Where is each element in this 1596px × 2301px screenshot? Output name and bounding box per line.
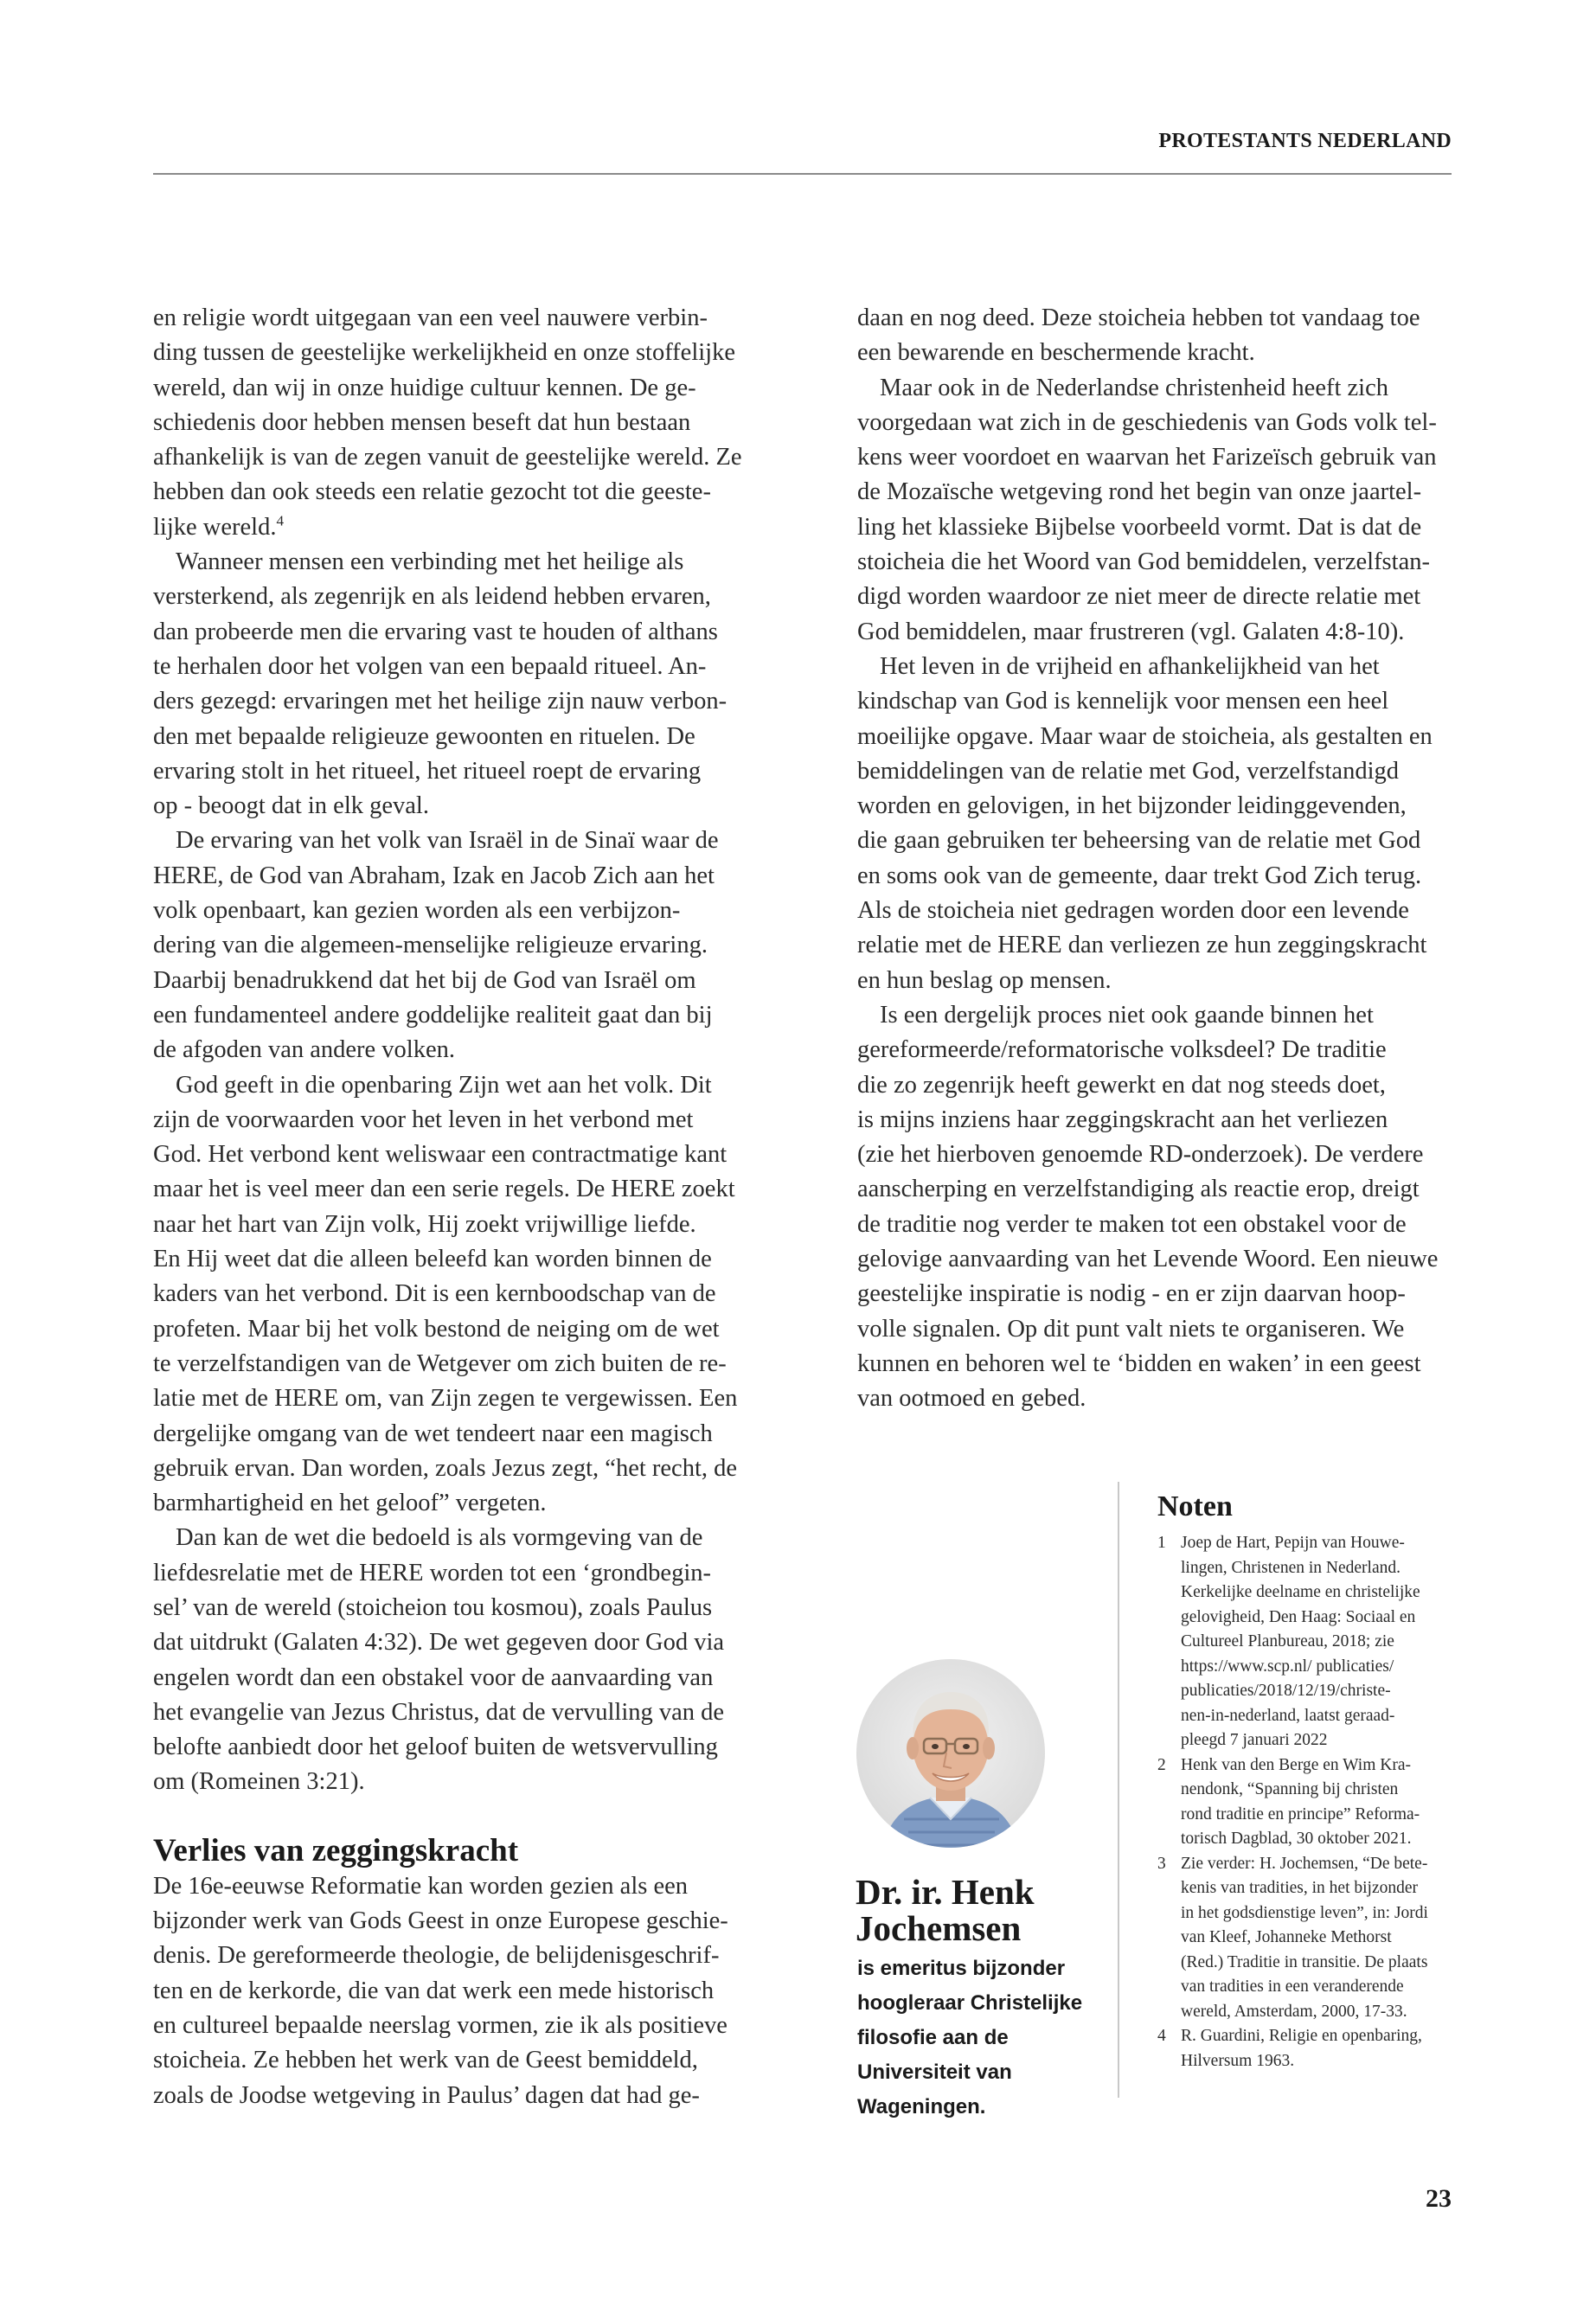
body-paragraph: Dan kan de wet die bedoeld is als vormgeving van de liefdesrelatie met de HERE worden tot een ‘grondbegin- sel’ van de wereld (stoicheion tou kosmou), zoals Paulus dat uitdrukt (Galaten 4:32). De wet gegeven door God via engelen wordt dan een obstakel voor de aanvaarding van het evangelie van Jezus Christus, dat de vervulling van de belofte aanbiedt door het geloof buiten de wetsvervulling om (Romeinen 3:21).: [153, 1524, 725, 1796]
notes-divider: [1118, 1482, 1119, 2098]
note-number: 1: [1157, 1534, 1166, 1552]
body-paragraph: daan en nog deed. Deze stoicheia hebben tot vandaag toe een bewarende en beschermende kracht.: [857, 304, 1420, 367]
body-paragraph: Wanneer mensen een verbinding met het heilige als versterkend, als zegenrijk en als leidend hebben ervaren, dan probeerde men die ervaring vast te houden of althans te herhalen door het volgen van een bepaald ritueel. An- ders gezegd: ervaringen met het heilige zijn nauw verbon- den met bepaalde religieuze gewoonten en rituelen. De ervaring stolt in het ritueel, het ritueel roept de ervaring op - beoogt dat in elk geval.: [153, 548, 727, 820]
note-item: [1157, 2024, 1452, 2073]
note-text: Joep de Hart, Pepijn van Houwe- lingen, Christenen in Nederland. Kerkelijke deelname en christelijke gelovigheid, Den Haag: Sociaal en Cultureel Planbureau, 2018; zie https://www.scp.nl/ publicaties/ publicaties/2018/12/19/christe- nen-in-nederland, laatst geraad- pleegd 7 januari 2022: [1181, 1534, 1420, 1749]
note-text: Henk van den Berge en Wim Kra- nendonk, “Spanning bij christen rond traditie en principe” Reforma- torisch Dagblad, 30 oktober 2021.: [1181, 1755, 1420, 1848]
note-item: [1157, 1753, 1452, 1852]
note-number: 2: [1157, 1755, 1166, 1774]
body-paragraph: en religie wordt uitgegaan van een veel nauwere verbin- ding tussen de geestelijke werkelijkheid en onze stoffelijke wereld, dan wij in onze huidige cultuur kennen. De ge- schiedenis door hebben mensen beseft dat hun bestaan afhankelijk is van de zegen vanuit de geestelijke wereld. Ze hebben dan ook steeds een relatie gezocht tot die geeste- lijke wereld.$^4$: [153, 304, 742, 541]
note-text: R. Guardini, Religie en openbaring, Hilversum 1963.: [1181, 2027, 1422, 2070]
body-paragraph: De ervaring van het volk van Israël in de Sinaï waar de HERE, de God van Abraham, Izak en Jacob Zich aan het volk openbaart, kan gezien worden als een verbijzon- dering van die algemeen-menselijke religieuze ervaring. Daarbij benadrukkend dat het bij de God van Israël om een fundamenteel andere goddelijke realiteit gaat dan bij de afgoden van andere volken.: [153, 827, 719, 1064]
author-bio: is emeritus bijzonder hoogleraar Christelijke filosofie aan de Universiteit van Wageningen.: [857, 1957, 1083, 2118]
author-photo: [856, 1659, 1045, 1848]
note-number: 4: [1157, 2027, 1166, 2045]
notes-heading: Noten: [1157, 1490, 1233, 1522]
page-number: 23: [1426, 2184, 1452, 2213]
section-heading: Verlies van zeggingskracht: [153, 1832, 519, 1868]
header-divider: [153, 173, 1452, 175]
footnote-reference[interactable]: 4: [276, 512, 284, 529]
body-paragraph: God geeft in die openbaring Zijn wet aan het volk. Dit zijn de voorwaarden voor het leven in het verbond met God. Het verbond kent weliswaar een contractmatige kant maar het is veel meer dan een serie regels. De HERE zoekt naar het hart van Zijn volk, Hij zoekt vrijwillige liefde. En Hij weet dat die alleen beleefd kan worden binnen de kaders van het verbond. Dit is een kernboodschap van de profeten. Maar bij het volk bestond de neiging om de wet te verzelfstandigen van de Wetgever om zich buiten de re- latie met de HERE om, van Zijn zegen te vergewissen. Een dergelijke omgang van de wet tendeert naar een magisch gebruik ervan. Dan worden, zoals Jezus zegt, “het recht, de barmhartigheid en het geloof” vergeten.: [153, 1071, 738, 1517]
right-column: [857, 301, 1445, 1417]
body-paragraph: Het leven in de vrijheid en afhankelijkheid van het kindschap van God is kennelijk voor mensen een heel moeilijke opgave. Maar waar de stoicheia, als gestalten en bemiddelingen van de relatie met God, verzelfstandigd worden en gelovigen, in het bijzonder leidinggevenden, die gaan gebruiken ter beheersing van de relatie met God en soms ook van de gemeente, daar trekt God Zich terug. Als de stoicheia niet gedragen worden door een levende relatie met de HERE dan verliezen ze hun zeggingskracht en hun beslag op mensen.: [857, 652, 1433, 994]
body-paragraph: Maar ook in de Nederlandse christenheid heeft zich voorgedaan wat zich in de geschiedenis van Gods volk tel- kens weer voordoet en waarvan het Farizeïsch gebruik van de Mozaïsche wetgeving rond het begin van onze jaartel- ling het klassieke Bijbelse voorbeeld vormt. Dat is dat de stoicheia die het Woord van God bemiddelen, verzelfstan- digd worden waardoor ze niet meer de directe relatie met God bemiddelen, maar frustreren (vgl. Galaten 4:8-10).: [857, 374, 1437, 645]
note-item: [1157, 1531, 1452, 1753]
note-text: Zie verder: H. Jochemsen, “De bete- kenis van tradities, in het bijzonder in het godsdienstige leven”, in: Jordi van Kleef, Johanneke Methorst (Red.) Traditie in transitie. De plaats van tradities in een veranderende wereld, Amsterdam, 2000, 17-33.: [1181, 1854, 1428, 2021]
note-item: [1157, 1852, 1452, 2025]
note-number: 3: [1157, 1854, 1166, 1873]
left-column: [153, 301, 748, 2113]
author-name: Dr. ir. Henk Jochemsen: [856, 1872, 1035, 1948]
running-header: PROTESTANTS NEDERLAND: [1158, 130, 1452, 152]
body-paragraph: Is een dergelijk proces niet ook gaande binnen het gereformeerde/reformatorische volksdeel? De traditie die zo zegenrijk heeft gewerkt en dat nog steeds doet, is mijns inziens haar zeggingskracht aan het verliezen (zie het hierboven genoemde RD-onderzoek). De verdere aanscherping en verzelfstandiging als reactie erop, dreigt de traditie nog verder te maken tot een obstakel voor de gelovige aanvaarding van het Levende Woord. Een nieuwe geestelijke inspiratie is nodig - en er zijn daarvan hoop- volle signalen. Op dit punt valt niets te organiseren. We kunnen en behoren wel te ‘bidden en waken’ in een geest van ootmoed en gebed.: [857, 1001, 1439, 1413]
body-paragraph: De 16e-eeuwse Reformatie kan worden gezien als een bijzonder werk van Gods Geest in onze Europese geschie- denis. De gereformeerde theologie, de belijdenisgeschrif- ten en de kerkorde, die van dat werk een mede historisch en cultureel bepaalde neerslag vormen, zie ik als positieve stoicheia. Ze hebben het werk van de Geest bemiddeld, zoals de Joodse wetgeving in Paulus’ dagen dat had ge-: [153, 1872, 728, 2109]
notes-list: [1157, 1531, 1452, 2073]
portrait-illustration: [856, 1659, 1045, 1848]
